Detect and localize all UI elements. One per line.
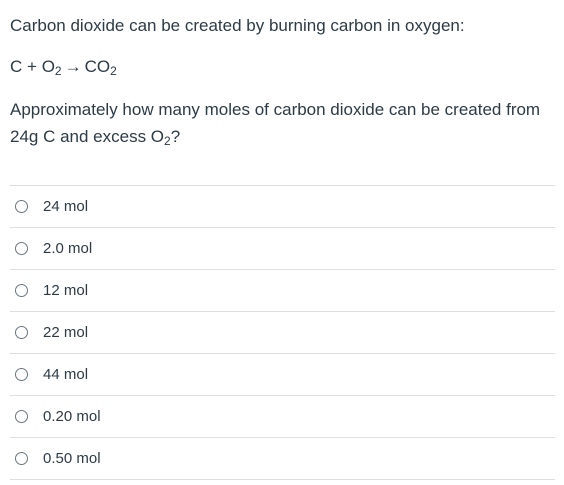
question-block [10, 12, 558, 150]
radio-button[interactable] [15, 410, 28, 423]
answer-option-0-20-mol[interactable] [10, 396, 555, 438]
answer-label: 24 mol [43, 198, 89, 215]
answer-list [10, 185, 555, 480]
radio-button[interactable] [15, 452, 28, 465]
answer-option-0-50-mol[interactable] [10, 438, 555, 480]
answer-option-22-mol[interactable] [10, 312, 555, 354]
question-intro: Carbon dioxide can be created by burning carbon in oxygen: [10, 16, 465, 35]
answer-label: 0.50 mol [43, 450, 101, 467]
equation-carbon: C [10, 57, 23, 76]
question-prompt-text: Approximately how many moles of carbon dioxide can be created from 24g C and excess O [10, 100, 541, 146]
equation-oxygen-subscript: 2 [54, 64, 62, 78]
radio-button[interactable] [15, 326, 28, 339]
radio-button[interactable] [15, 242, 28, 255]
question-prompt [10, 96, 558, 150]
radio-button[interactable] [15, 368, 28, 381]
answer-label: 12 mol [43, 282, 89, 299]
question-prompt-subscript: 2 [164, 134, 171, 148]
answer-label: 2.0 mol [43, 240, 93, 257]
answer-option-2-0-mol[interactable] [10, 228, 555, 270]
radio-button[interactable] [15, 200, 28, 213]
answer-option-12-mol[interactable] [10, 270, 555, 312]
question-prompt-end: ? [170, 127, 181, 146]
equation-product-subscript: 2 [110, 64, 117, 78]
answer-label: 0.20 mol [43, 408, 101, 425]
equation-product: CO [84, 57, 111, 76]
equation-arrow: → [64, 57, 82, 76]
radio-button[interactable] [15, 284, 28, 297]
chemical-equation [10, 53, 558, 80]
answer-option-24-mol[interactable] [10, 186, 555, 228]
answer-label: 22 mol [43, 324, 89, 341]
equation-plus: + [27, 57, 37, 76]
answer-label: 44 mol [43, 366, 89, 383]
equation-oxygen: O [41, 57, 55, 76]
answer-option-44-mol[interactable] [10, 354, 555, 396]
